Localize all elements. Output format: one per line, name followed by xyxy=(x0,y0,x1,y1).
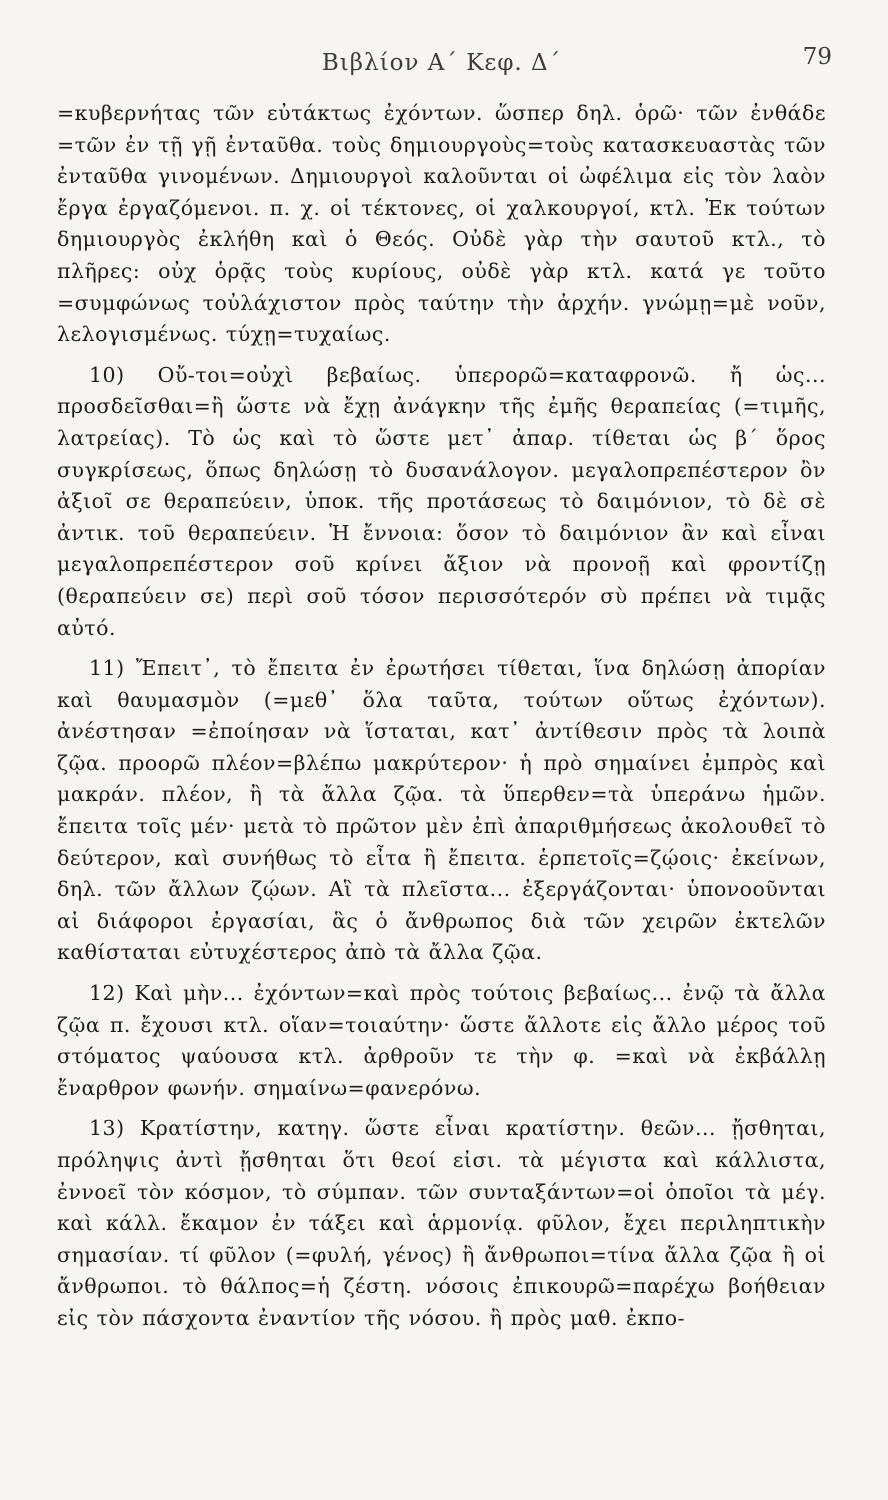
paragraph-note-12: 12) Καὶ μὴν... ἐχόντων=καὶ πρὸς τούτοις βεβαίως... ἐνῷ τὰ ἄλλα ζῷα π. ἔχουσι κτλ. οἵαν=τοιαύτην· ὥστε ἄλλοτε εἰς ἄλλο μέρος τοῦ στόματος ψαύουσα κτλ. ἀρθροῦν τε τὴν φ. =καὶ νὰ ἐκβάλλῃ ἔναρθρον φωνήν. σημαίνω=φανερόνω. xyxy=(57,981,826,1100)
page-number: 79 xyxy=(802,44,832,70)
paragraph-continued: =κυβερνήτας τῶν εὐτάκτως ἐχόντων. ὥσπερ δηλ. ὁρῶ· τῶν ἐνθάδε =τῶν ἐν τῇ γῇ ἐνταῦθα. τοὺς δημιουργοὺς=τοὺς κατασκευαστὰς τῶν ἐνταῦθα γινομένων. Δημιουργοὶ καλοῦνται οἱ ὠφέλιμα εἰς τὸν λαὸν ἔργα ἐργαζόμενοι. π. χ. οἱ τέκτονες, οἱ χαλκουργοί, κτλ. Ἐκ τούτων δημιουργὸς ἐκλήθη καὶ ὁ Θεός. Οὐδὲ γὰρ τὴν σαυτοῦ κτλ., τὸ πλῆρες: οὐχ ὁρᾷς τοὺς κυρίους, οὐδὲ γὰρ κτλ. κατά γε τοῦτο =συμφώνως τοὐλάχιστον πρὸς ταύτην τὴν ἀρχήν. γνώμῃ=μὲ νοῦν, λελογισμένως. τύχῃ=τυχαίως. xyxy=(57,101,826,347)
paragraph-note-13: 13) Κρατίστην, κατηγ. ὥστε εἶναι κρατίστην. θεῶν... ᾔσθηται, πρόληψις ἀντὶ ᾔσθηται ὅτι θεοί εἰσι. τὰ μέγιστα καὶ κάλλιστα, ἐννοεῖ τὸν κόσμον, τὸ σύμπαν. τῶν συνταξάντων=οἱ ὁποῖοι τὰ μέγ. καὶ κάλλ. ἔκαμον ἐν τάξει καὶ ἁρμονίᾳ. φῦλον, ἔχει περιληπτικὴν σημασίαν. τί φῦλον (=φυλή, γένος) ἢ ἄνθρωποι=τίνα ἄλλα ζῷα ἢ οἱ ἄνθρωποι. τὸ θάλπος=ἡ ζέστη. νόσοις ἐπικουρῶ=παρέχω βοήθειαν εἰς τὸν πάσχοντα ἐναντίον τῆς νόσου. ἢ πρὸς μαθ. ἐκπο- xyxy=(57,1116,826,1330)
running-title: Βιβλίον Α΄ Κεφ. Δ΄ xyxy=(321,50,562,76)
commentary-body xyxy=(57,98,826,1335)
paragraph-note-10: 10) Οὔ-τοι=οὐχὶ βεβαίως. ὑπερορῶ=καταφρονῶ. ἤ ὡς... προσδεῖσθαι=ἢ ὥστε νὰ ἔχῃ ἀνάγκην τῆς ἐμῆς θεραπείας (=τιμῆς, λατρείας). Τὸ ὡς καὶ τὸ ὥστε μετ᾽ ἀπαρ. τίθεται ὡς β΄ ὅρος συγκρίσεως, ὅπως δηλώσῃ τὸ δυσανάλογον. μεγαλοπρεπέστερον ὂν ἀξιοῖ σε θεραπεύειν, ὑποκ. τῆς προτάσεως τὸ δαιμόνιον, τὸ δὲ σὲ ἀντικ. τοῦ θεραπεύειν. Ἡ ἔννοια: ὅσον τὸ δαιμόνιον ἂν καὶ εἶναι μεγαλοπρεπέστερον σοῦ κρίνει ἄξιον νὰ προνοῇ καὶ φροντίζῃ (θεραπεύειν σε) περὶ σοῦ τόσον περισσότερόν σὺ πρέπει νὰ τιμᾷς αὐτό. xyxy=(57,362,826,640)
running-head xyxy=(57,28,832,98)
paragraph-note-11: 11) Ἔπειτ᾽, τὸ ἔπειτα ἐν ἐρωτήσει τίθεται, ἵνα δηλώσῃ ἀπορίαν καὶ θαυμασμὸν (=μεθ᾽ ὅλα ταῦτα, τούτων οὕτως ἐχόντων). ἀνέστησαν =ἐποίησαν νὰ ἵσταται, κατ᾽ ἀντίθεσιν πρὸς τὰ λοιπὰ ζῷα. προορῶ πλέον=βλέπω μακρύτερον· ἡ πρὸ σημαίνει ἐμπρὸς καὶ μακράν. πλέον, ἢ τὰ ἄλλα ζῷα. τὰ ὕπερθεν=τὰ ὑπεράνω ἡμῶν. ἔπειτα τοῖς μέν· μετὰ τὸ πρῶτον μὲν ἐπὶ ἀπαριθμήσεως ἀκολουθεῖ τὸ δεύτερον, καὶ συνήθως τὸ εἶτα ἢ ἔπειτα. ἑρπετοῖς=ζῴοις· ἐκείνων, δηλ. τῶν ἄλλων ζῴων. Αἳ τὰ πλεῖστα... ἐξεργάζονται· ὑπονοοῦνται αἱ διάφοροι ἐργασίαι, ἃς ὁ ἄνθρωπος διὰ τῶν χειρῶν ἐκτελῶν καθίσταται εὐτυχέστερος ἀπὸ τὰ ἄλλα ζῷα. xyxy=(57,656,826,965)
